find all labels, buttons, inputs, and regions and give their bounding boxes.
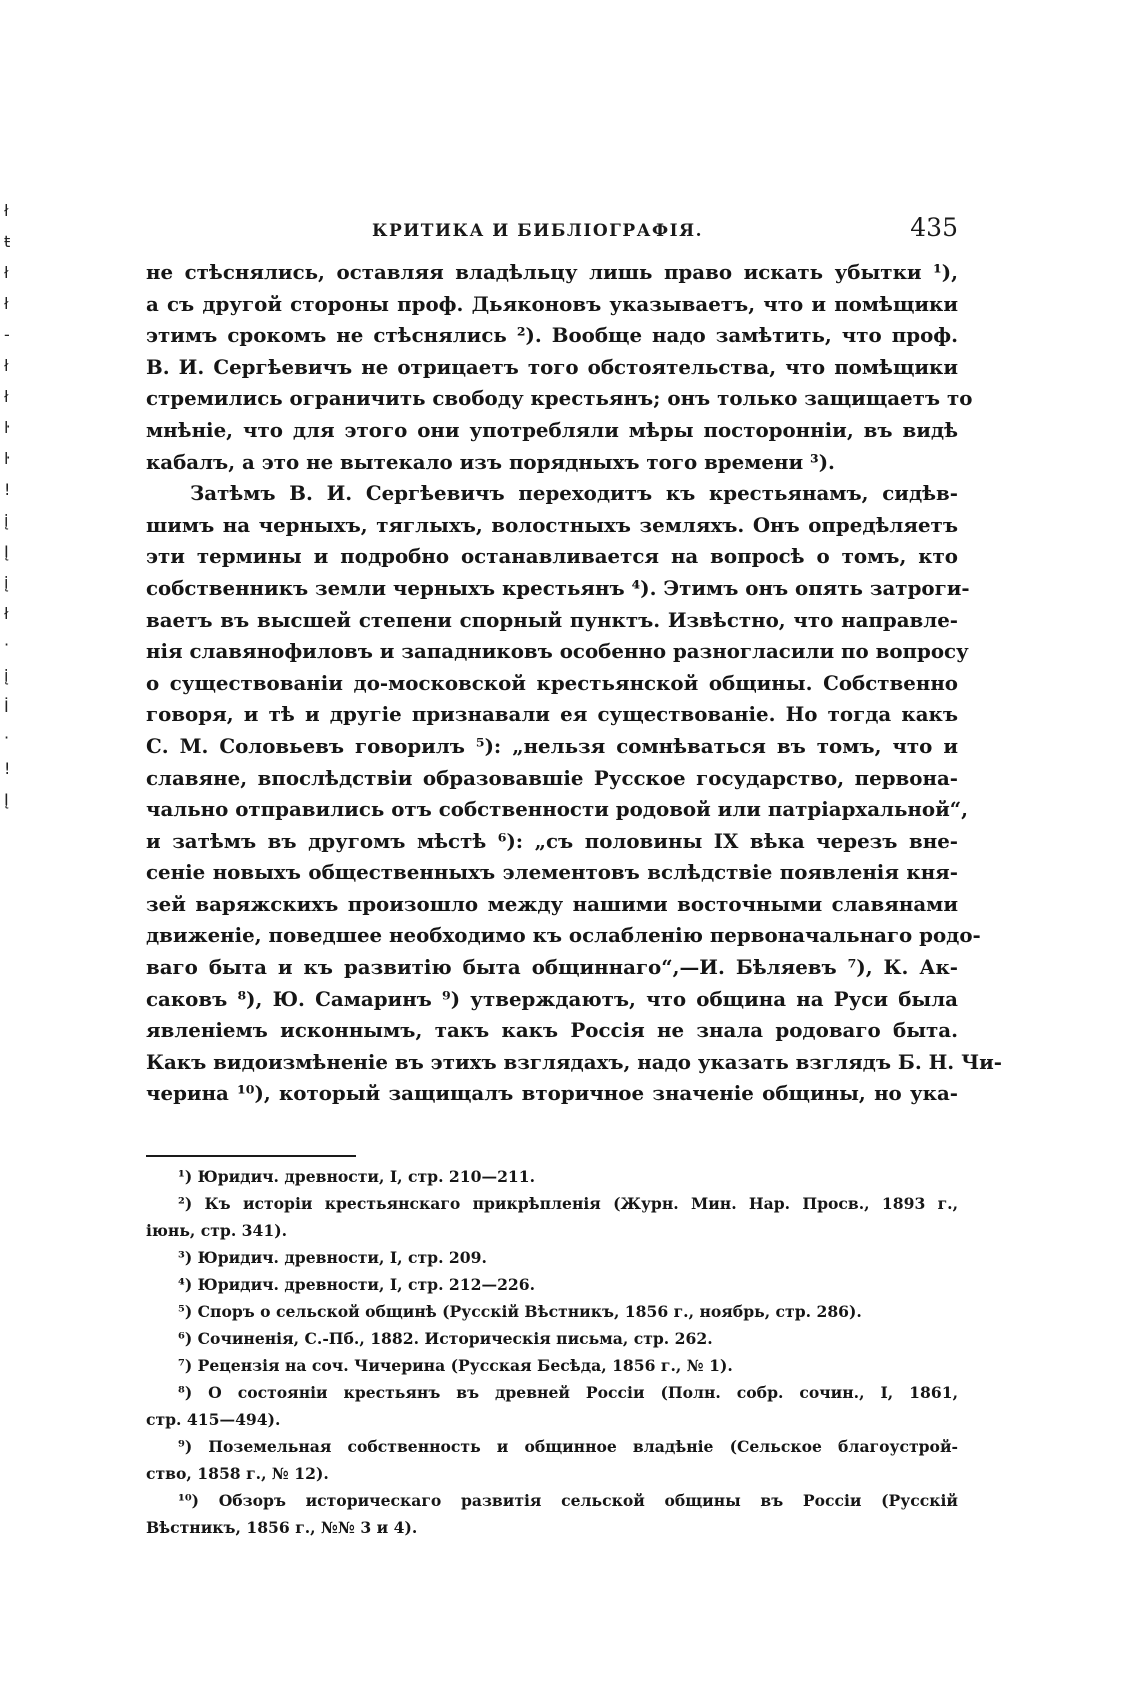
text-line: черина ¹⁰), который защищалъ вторичное значеніе общины, но ука- xyxy=(146,1081,958,1106)
footnote: ⁵) Споръ о сельской общинѣ (Русскій Вѣстникъ, 1856 г., ноябрь, стр. 286). xyxy=(178,1302,862,1321)
footnote-continuation: іюнь, стр. 341). xyxy=(146,1221,288,1240)
footnote: ⁴) Юридич. древности, I, стр. 212—226. xyxy=(178,1275,536,1294)
text-line: не стѣснялись, оставляя владѣльцу лишь право искать убытки ¹), xyxy=(146,260,958,284)
text-line: стремились ограничить свободу крестьянъ; онъ только защищаетъ то xyxy=(146,386,973,411)
left-margin-marks: ł ŧ ł ł - ł ł ŀ ŀ ! į Į į ł · į İ · ! Į xyxy=(4,201,11,809)
main-text xyxy=(146,257,1003,1110)
text-line: эти термины и подробно останавливается на вопросѣ о томъ, кто xyxy=(146,544,958,569)
footnote: ⁸) О состояніи крестьянъ въ древней Россіи (Полн. собр. сочин., I, 1861, xyxy=(178,1383,958,1402)
page-number: 435 xyxy=(910,213,958,242)
text-line: Затѣмъ В. И. Сергѣевичъ переходитъ къ крестьянамъ, сидѣв- xyxy=(190,481,958,506)
text-line: этимъ срокомъ не стѣснялись ²). Вообще надо замѣтить, что проф. xyxy=(146,323,958,348)
text-line: ваго быта и къ развитію быта общиннаго“,—И. Бѣляевъ ⁷), К. Ак- xyxy=(146,955,958,980)
text-line: о существованіи до-московской крестьянской общины. Собственно xyxy=(146,670,958,695)
footnote-continuation: Вѣстникъ, 1856 г., №№ 3 и 4). xyxy=(146,1518,418,1537)
footnote: ¹⁰) Обзоръ историческаго развитія сельской общины въ Россіи (Русскій xyxy=(178,1491,958,1510)
footnote: ¹) Юридич. древности, I, стр. 210—211. xyxy=(178,1167,536,1186)
text-line: собственникъ земли черныхъ крестьянъ ⁴). Этимъ онъ опять затроги- xyxy=(146,575,970,600)
text-line: движеніе, поведшее необходимо къ ослабленію первоначальнаго родо- xyxy=(146,923,981,948)
text-line: саковъ ⁸), Ю. Самаринъ ⁹) утверждаютъ, что община на Руси была xyxy=(146,986,958,1011)
footnote: ²) Къ исторіи крестьянскаго прикрѣпленія (Журн. Мин. Нар. Просв., 1893 г., xyxy=(178,1194,958,1213)
text-line: сеніе новыхъ общественныхъ элементовъ вслѣдствіе появленія кня- xyxy=(146,860,958,885)
text-line: мнѣніе, что для этого они употребляли мѣры посторонніи, въ видѣ xyxy=(146,417,958,442)
footnote-separator xyxy=(146,1155,356,1157)
footnotes xyxy=(146,1163,958,1541)
footnote: ⁷) Рецензія на соч. Чичерина (Русская Бесѣда, 1856 г., № 1). xyxy=(178,1356,733,1375)
text-line: явленіемъ исконнымъ, такъ какъ Россія не знала родоваго быта. xyxy=(146,1018,958,1043)
text-line: и затѣмъ въ другомъ мѣстѣ ⁶): „съ половины IX вѣка черезъ вне- xyxy=(146,828,958,853)
text-line: С. М. Соловьевъ говорилъ ⁵): „нельзя сомнѣваться въ томъ, что и xyxy=(146,733,958,758)
text-line: кабалъ, а это не вытекало изъ порядныхъ того времени ³). xyxy=(146,449,835,474)
text-line: шимъ на черныхъ, тяглыхъ, волостныхъ земляхъ. Онъ опредѣляетъ xyxy=(146,512,958,537)
text-line: а съ другой стороны проф. Дьяконовъ указываетъ, что и помѣщики xyxy=(146,291,958,316)
footnote-continuation: стр. 415—494). xyxy=(146,1410,281,1429)
text-line: чально отправились отъ собственности родовой или патріархальной“, xyxy=(146,797,969,822)
running-title: КРИТИКА И БИБЛІОГРАФІЯ. xyxy=(372,221,703,241)
footnote: ³) Юридич. древности, I, стр. 209. xyxy=(178,1248,487,1267)
text-line: В. И. Сергѣевичъ не отрицаетъ того обстоятельства, что помѣщики xyxy=(146,354,958,379)
page-header xyxy=(146,213,958,249)
footnote: ⁶) Сочиненія, С.-Пб., 1882. Историческія письма, стр. 262. xyxy=(178,1329,713,1348)
text-line: нія славянофиловъ и западниковъ особенно разногласили по вопросу xyxy=(146,639,969,664)
footnote: ⁹) Поземельная собственность и общинное владѣніе (Сельское благоустрой- xyxy=(178,1437,958,1456)
text-line: ваетъ въ высшей степени спорный пунктъ. Извѣстно, что направле- xyxy=(146,607,958,632)
text-line: Какъ видоизмѣненіе въ этихъ взглядахъ, надо указать взглядъ Б. Н. Чи- xyxy=(146,1049,1003,1074)
text-line: говоря, и тѣ и другіе признавали ея существованіе. Но тогда какъ xyxy=(146,702,958,727)
text-line: зей варяжскихъ произошло между нашими восточными славянами xyxy=(146,891,958,916)
footnote-continuation: ство, 1858 г., № 12). xyxy=(146,1464,329,1483)
text-line: славяне, впослѣдствіи образовавшіе Русское государство, первона- xyxy=(146,765,958,790)
